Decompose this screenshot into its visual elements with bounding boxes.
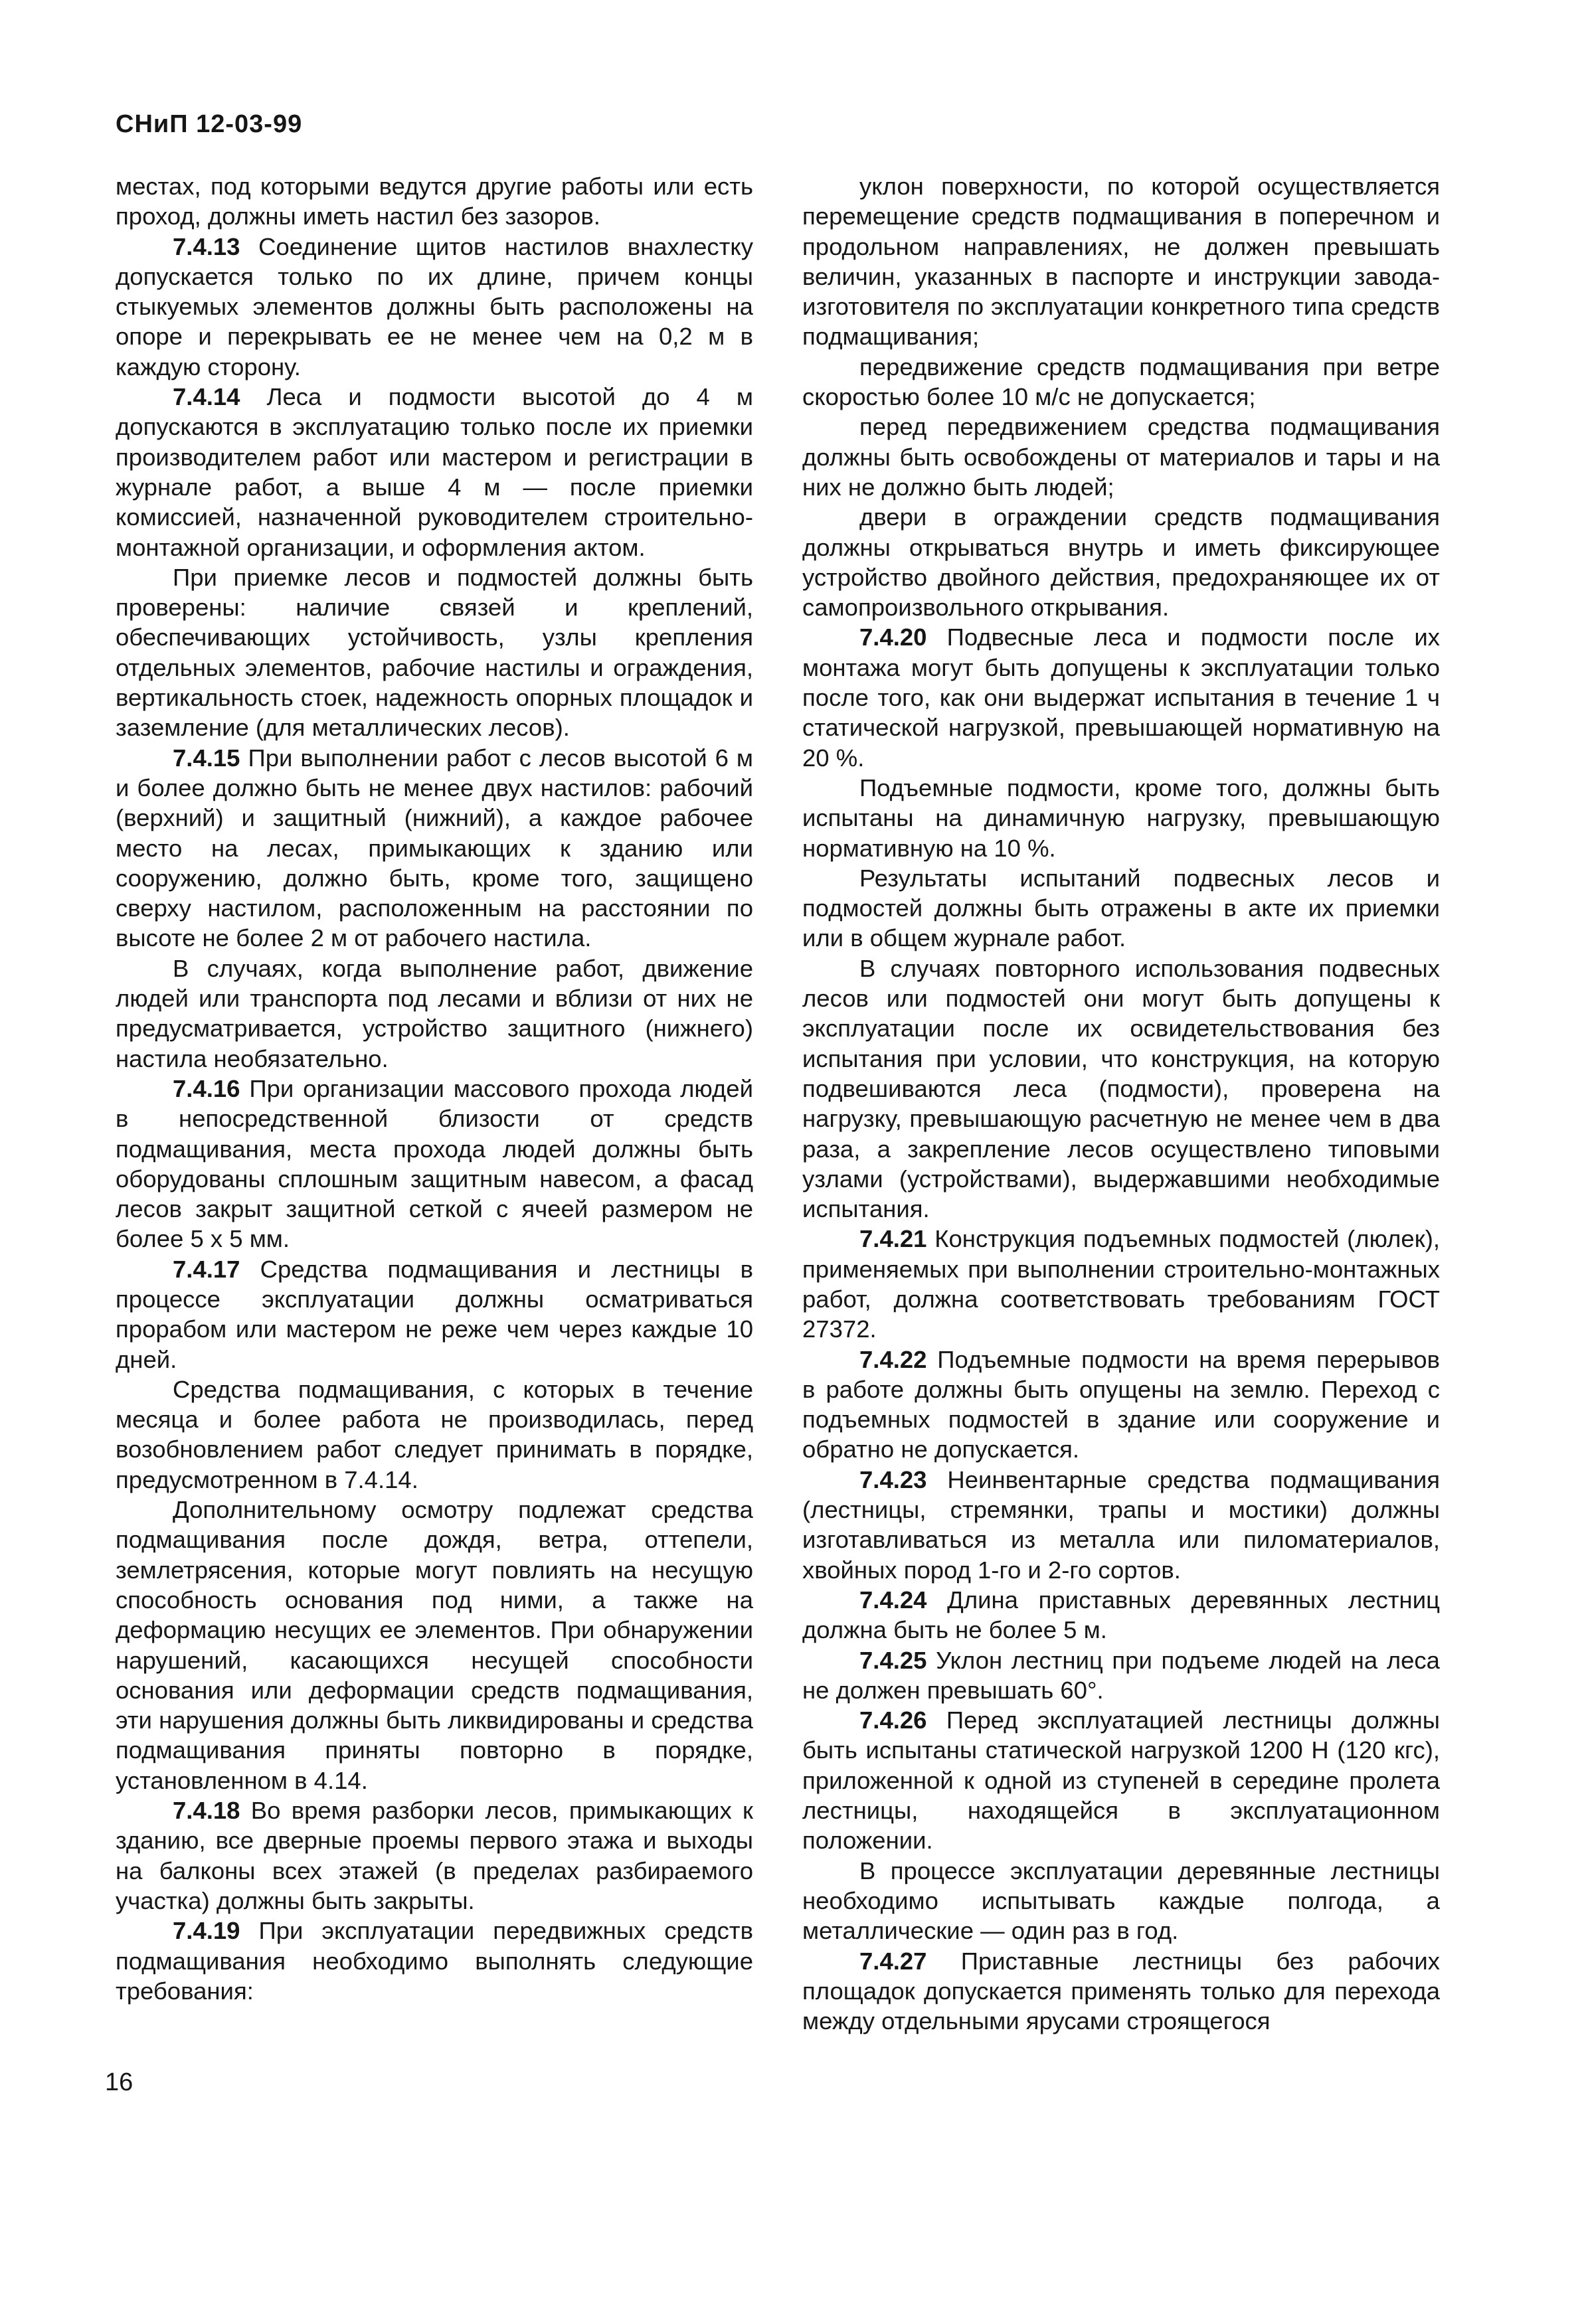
paragraph-text: В случаях, когда выполнение работ, движение людей или транспорта под лесами и вблизи от них не предусматривается, устройство защитного (нижнего) настила необязательно. (116, 954, 753, 1072)
paragraph-text: Соединение щитов настилов внахлестку допускается только по их длине, причем концы стыкуемых элементов должны быть расположены на опоре и перекрывать ее не менее чем на 0,2 м в каждую сторону. (116, 232, 753, 380)
paragraph-text: При выполнении работ с лесов высотой 6 м и более должно быть не менее двух настилов: рабочий (верхний) и защитный (нижний), а каждое рабочее место на лесах, примыкающих к зданию или сооружению, должно быть, кроме того, защищено сверху настилом, расположенным на расстоянии по высоте не более 2 м от рабочего настила. (116, 744, 753, 952)
paragraph (802, 1705, 1440, 1855)
paragraph (802, 622, 1440, 772)
paragraph (802, 1946, 1440, 2036)
paragraph-text: двери в ограждении средств подмащивания должны открываться внутрь и иметь фиксирующее устройство двойного действия, предохраняющее их от самопроизвольного открывания. (802, 503, 1440, 622)
paragraph-text: Во время разборки лесов, примыкающих к зданию, все дверные проемы первого этажа и выходы на балконы всех этажей (в пределах разбираемого участка) должны быть закрыты. (116, 1797, 753, 1914)
clause-number: 7.4.19 (173, 1917, 240, 1945)
document-code-header: СНиП 12-03-99 (116, 110, 303, 138)
clause-number: 7.4.20 (859, 623, 927, 651)
paragraph-text: Перед эксплуатацией лестницы должны быть испытаны статической нагрузкой 1200 Н (120 кгс), приложенной к одной из ступеней в середине пролета лестницы, находящейся в эксплуатационном положении. (802, 1706, 1440, 1855)
page-number: 16 (105, 2068, 133, 2096)
clause-number: 7.4.25 (859, 1646, 927, 1674)
clause-number: 7.4.18 (173, 1797, 240, 1825)
clause-number: 7.4.22 (859, 1345, 927, 1373)
paragraph-text: Длина приставных деревянных лестниц должна быть не более 5 м. (802, 1586, 1440, 1644)
clause-number: 7.4.21 (859, 1225, 927, 1253)
paragraph (802, 863, 1440, 954)
paragraph-text: Приставные лестницы без рабочих площадок допускается применять только для перехода между отдельными ярусами строящегося (802, 1947, 1440, 2035)
paragraph (802, 171, 1440, 352)
left-text-column (116, 171, 753, 2006)
paragraph-text: Средства подмащивания, с которых в течение месяца и более работа не производилась, перед возобновлением работ следует принимать в порядке, предусмотренном в 7.4.14. (116, 1375, 753, 1493)
paragraph-text: перед передвижением средства подмащивания должны быть освобождены от материалов и тары и на них не должно быть людей; (802, 413, 1440, 501)
paragraph-text: При эксплуатации передвижных средств подмащивания необходимо выполнять следующие требования: (116, 1917, 753, 2005)
clause-number: 7.4.14 (173, 383, 240, 411)
clause-number: 7.4.15 (173, 744, 240, 772)
paragraph-text: Уклон лестниц при подъеме людей на леса не должен превышать 60°. (802, 1646, 1440, 1704)
paragraph-text: Дополнительному осмотру подлежат средства подмащивания после дождя, ветра, оттепели, землетрясения, которые могут повлиять на несущую способность основания под ними, а также на деформацию несущих ее элементов. При обнаружении нарушений, касающихся несущей способности основания или деформации средств подмащивания, эти нарушения должны быть ликвидированы и средства подмащивания приняты повторно в порядке, установленном в 4.14. (116, 1496, 753, 1794)
paragraph-text: Результаты испытаний подвесных лесов и подмостей должны быть отражены в акте их приемки или в общем журнале работ. (802, 864, 1440, 952)
clause-number: 7.4.13 (173, 232, 240, 260)
clause-number: 7.4.23 (859, 1465, 927, 1493)
paragraph (802, 412, 1440, 502)
clause-number: 7.4.26 (859, 1706, 927, 1734)
paragraph-text: передвижение средств подмащивания при ветре скоростью более 10 м/с не допускается; (802, 353, 1440, 411)
clause-number: 7.4.16 (173, 1074, 240, 1102)
paragraph (802, 1224, 1440, 1344)
right-text-column (802, 171, 1440, 2036)
paragraph (116, 743, 753, 954)
paragraph (802, 954, 1440, 1224)
paragraph (802, 1645, 1440, 1706)
clause-number: 7.4.24 (859, 1586, 927, 1614)
paragraph (802, 502, 1440, 622)
paragraph (116, 1916, 753, 2006)
paragraph (802, 1856, 1440, 1946)
paragraph (116, 1495, 753, 1795)
paragraph-text: Подъемные подмости на время перерывов в работе должны быть опущены на землю. Переход с подъемных подмостей в здание или сооружение и обратно не допускается. (802, 1345, 1440, 1463)
paragraph (116, 562, 753, 743)
paragraph (802, 773, 1440, 863)
paragraph (116, 1074, 753, 1254)
paragraph-text: Подъемные подмости, кроме того, должны быть испытаны на динамичную нагрузку, превышающую нормативную на 10 %. (802, 774, 1440, 862)
paragraph (802, 1465, 1440, 1585)
paragraph-text: При организации массового прохода людей в непосредственной близости от средств подмащивания, места прохода людей должны быть оборудованы сплошным защитным навесом, а фасад лесов закрыт защитной сеткой с ячеей размером не более 5 х 5 мм. (116, 1074, 753, 1253)
paragraph (802, 352, 1440, 412)
paragraph (116, 954, 753, 1074)
paragraph-text: Леса и подмости высотой до 4 м допускаются в эксплуатацию только после их приемки производителем работ или мастером и регистрации в журнале работ, а выше 4 м — после приемки комиссией, назначенной руководителем строительно-монтажной организации, и оформления актом. (116, 383, 753, 561)
paragraph-text: Конструкция подъемных подмостей (люлек), применяемых при выполнении строительно-монтажных работ, должна соответствовать требованиям ГОСТ 27372. (802, 1225, 1440, 1343)
paragraph (116, 1254, 753, 1374)
paragraph (116, 171, 753, 232)
paragraph (802, 1585, 1440, 1645)
clause-number: 7.4.27 (859, 1947, 927, 1975)
paragraph (116, 232, 753, 382)
paragraph-text: В процессе эксплуатации деревянные лестницы необходимо испытывать каждые полгода, а металлические — один раз в год. (802, 1857, 1440, 1945)
paragraph (116, 1374, 753, 1495)
paragraph-text: Средства подмащивания и лестницы в процессе эксплуатации должны осматриваться прорабом или мастером не реже чем через каждые 10 дней. (116, 1255, 753, 1373)
clause-number: 7.4.17 (173, 1255, 240, 1283)
paragraph-text: В случаях повторного использования подвесных лесов или подмостей они могут быть допущены к эксплуатации после их освидетельствования без испытания при условии, что конструкция, на которую подвешиваются леса (подмости), проверена на нагрузку, превышающую расчетную не менее чем в два раза, а закрепление лесов осуществлено типовыми узлами (устройствами), выдержавшими необходимые испытания. (802, 954, 1440, 1223)
paragraph-text: При приемке лесов и подмостей должны быть проверены: наличие связей и креплений, обеспечивающих устойчивость, узлы крепления отдельных элементов, рабочие настилы и ограждения, вертикальность стоек, надежность опорных площадок и заземление (для металлических лесов). (116, 563, 753, 742)
paragraph-text: Неинвентарные средства подмащивания (лестницы, стремянки, трапы и мостики) должны изготавливаться из металла или пиломатериалов, хвойных пород 1-го и 2-го сортов. (802, 1465, 1440, 1584)
paragraph-text: уклон поверхности, по которой осуществляется перемещение средств подмащивания в поперечном и продольном направлениях, не должен превышать величин, указанных в паспорте и инструкции завода-изготовителя по эксплуатации конкретного типа средств подмащивания; (802, 173, 1440, 351)
paragraph (116, 382, 753, 562)
paragraph (116, 1795, 753, 1916)
paragraph-text: Подвесные леса и подмости после их монтажа могут быть допущены к эксплуатации только после того, как они выдержат испытания в течение 1 ч статической нагрузкой, превышающей нормативную на 20 %. (802, 623, 1440, 772)
paragraph-text: местах, под которыми ведутся другие работы или есть проход, должны иметь настил без зазоров. (116, 173, 753, 230)
paragraph (802, 1345, 1440, 1465)
